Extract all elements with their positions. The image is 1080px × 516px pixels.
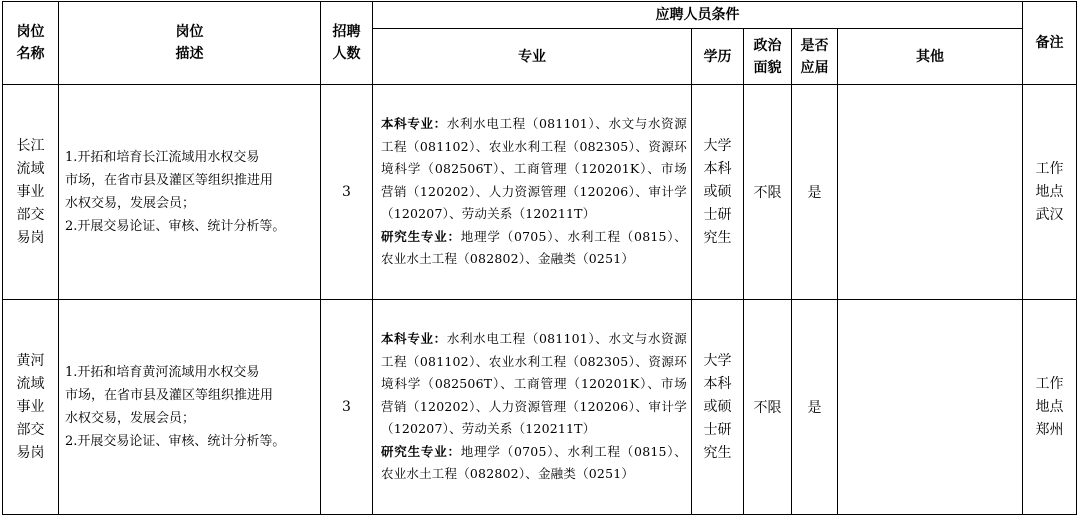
header-conditions: 应聘人员条件 — [373, 2, 1023, 29]
fresh-grad-cell: 是 — [792, 300, 838, 515]
grad-majors: 地理学（0705）、水利工程（0815）、农业水土工程（082802）、金融类（0251） — [381, 228, 687, 267]
header-recruit-count: 招聘 人数 — [321, 2, 373, 85]
political-cell: 不限 — [744, 300, 792, 515]
recruit-count-cell: 3 — [321, 300, 373, 515]
undergrad-label: 本科专业： — [381, 331, 447, 347]
undergrad-majors: 水利水电工程（081101）、水文与水资源工程（081102）、农业水利工程（082305）、资源环境科学（082506T）、工商管理（120201K）、市场营销（120202）、人力资源管理（120206）、审计学（120207）、劳动关系（120211T） — [381, 331, 687, 437]
header-fresh-grad: 是否 应届 — [792, 29, 838, 85]
recruitment-table — [2, 1, 1077, 515]
table-row — [3, 300, 1077, 515]
post-desc-cell: 1.开拓和培育黄河流域用水权交易 市场，在省市县及灌区等组织推进用 水权交易，发展会员； 2.开展交易论证、审核、统计分析等。 — [59, 300, 321, 515]
remark-cell: 工作 地点 武汉 — [1023, 85, 1077, 300]
undergrad-label: 本科专业： — [381, 116, 447, 132]
post-name-cell: 长江 流域 事业 部交 易岗 — [3, 85, 59, 300]
major-cell — [373, 300, 692, 515]
header-post-name: 岗位 名称 — [3, 2, 59, 85]
header-education: 学历 — [692, 29, 744, 85]
header-political: 政治 面貌 — [744, 29, 792, 85]
remark-cell: 工作 地点 郑州 — [1023, 300, 1077, 515]
fresh-grad-cell: 是 — [792, 85, 838, 300]
header-post-desc: 岗位 描述 — [59, 2, 321, 85]
grad-majors: 地理学（0705）、水利工程（0815）、农业水土工程（082802）、金融类（0251） — [381, 443, 687, 482]
education-cell: 大学 本科 或硕 士研 究生 — [692, 85, 744, 300]
education-cell: 大学 本科 或硕 士研 究生 — [692, 300, 744, 515]
post-desc-cell: 1.开拓和培育长江流域用水权交易 市场，在省市县及灌区等组织推进用 水权交易，发展会员； 2.开展交易论证、审核、统计分析等。 — [59, 85, 321, 300]
other-cell — [838, 300, 1023, 515]
recruit-count-cell: 3 — [321, 85, 373, 300]
header-major: 专业 — [373, 29, 692, 85]
post-name-cell: 黄河 流域 事业 部交 易岗 — [3, 300, 59, 515]
table-row — [3, 85, 1077, 300]
undergrad-majors: 水利水电工程（081101）、水文与水资源工程（081102）、农业水利工程（082305）、资源环境科学（082506T）、工商管理（120201K）、市场营销（120202）、人力资源管理（120206）、审计学（120207）、劳动关系（120211T） — [381, 116, 687, 222]
grad-label: 研究生专业： — [381, 228, 461, 244]
grad-label: 研究生专业： — [381, 443, 461, 459]
other-cell — [838, 85, 1023, 300]
header-other: 其他 — [838, 29, 1023, 85]
political-cell: 不限 — [744, 85, 792, 300]
header-remark: 备注 — [1023, 2, 1077, 85]
major-cell — [373, 85, 692, 300]
